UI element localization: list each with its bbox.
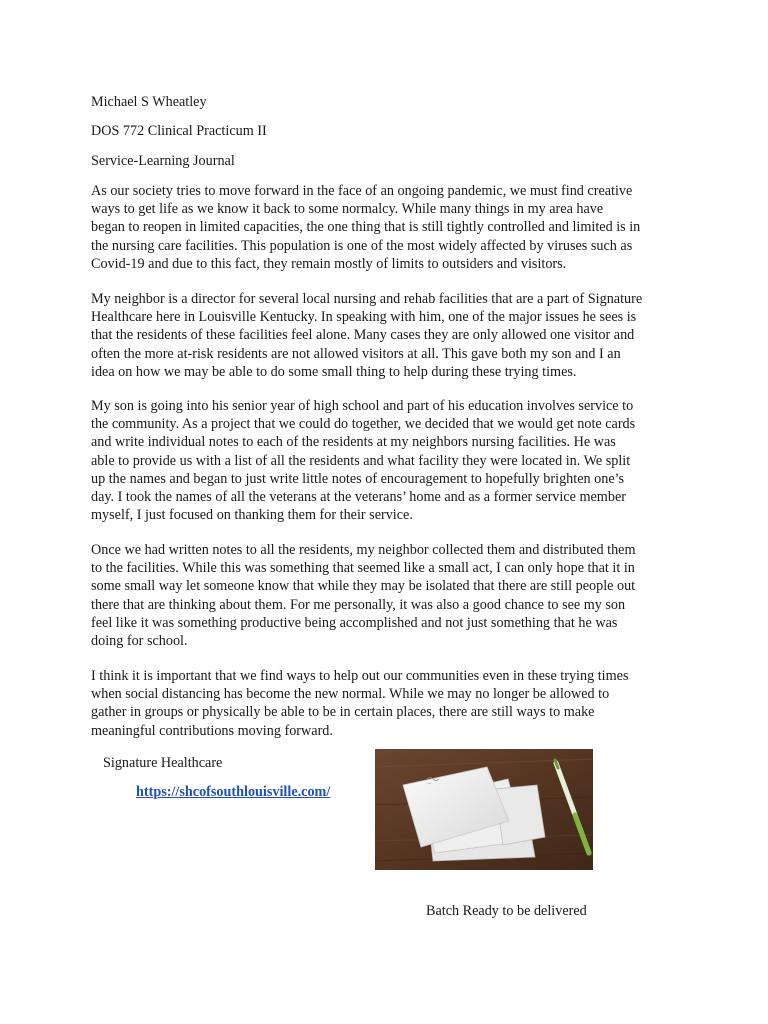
paragraph-line: to the facilities. While this was something that seemed like a small act, I can only hope that it in (91, 560, 635, 577)
paragraph-line: up the names and began to just write little notes of encouragement to hopefully brighten one’s (91, 470, 625, 487)
paragraph-line: As our society tries to move forward in the face of an ongoing pandemic, we must find creative (91, 183, 633, 199)
note-cards-photo (375, 749, 593, 870)
paragraph-line: that the residents of these facilities feel alone. Many cases they are only allowed one visitor and (91, 327, 635, 344)
figure-caption: Batch Ready to be delivered (426, 903, 587, 919)
paragraph-line: ways to get life as we know it back to some normalcy. While many things in my area have (91, 201, 604, 218)
paragraph-line: Covid-19 and due to this fact, they remain mostly of limits to outsiders and visitors. (91, 255, 567, 272)
paragraph-line: My neighbor is a director for several local nursing and rehab facilities that are a part of Signature (91, 291, 643, 307)
paragraph-3 (91, 397, 683, 524)
paragraph-line: the community. As a project that we could do together, we decided that we would get note cards (91, 416, 636, 433)
paragraph-line: feel like it was something productive being accomplished and not just something that he was (91, 614, 618, 631)
paragraph-5 (91, 667, 683, 740)
paragraph-2 (91, 290, 683, 381)
paragraph-line: day. I took the names of all the veterans at the veterans’ home and as a former service member (91, 489, 626, 506)
paragraph-line: Once we had written notes to all the residents, my neighbor collected them and distributed them (91, 542, 636, 558)
paragraph-line: My son is going into his senior year of high school and part of his education involves service to (91, 398, 634, 414)
paragraph-line: able to provide us with a list of all the residents and what facility they were located in. We split (91, 452, 631, 469)
author-name: Michael S Wheatley (91, 94, 207, 110)
paragraph-4 (91, 541, 683, 650)
course-title: DOS 772 Clinical Practicum II (91, 123, 267, 139)
paragraph-line: doing for school. (91, 633, 188, 650)
paragraph-line: myself, I just focused on thanking them for their service. (91, 507, 413, 524)
paragraph-line: often the more at-risk residents are not allowed visitors at all. This gave both my son and I an (91, 345, 621, 362)
paragraph-line: the nursing care facilities. This population is one of the most widely affected by viruses such as (91, 237, 633, 254)
reference-label: Signature Healthcare (103, 755, 223, 771)
paragraph-line: when social distancing has become the new normal. While we may no longer be allowed to (91, 686, 610, 703)
paragraph-line: and write individual notes to each of the residents at my neighbors nursing facilities. He was (91, 434, 616, 451)
paragraph-line: idea on how we may be able to do some small thing to help during these trying times. (91, 363, 577, 380)
paragraph-line: there that are thinking about them. For me personally, it was also a good chance to see my son (91, 596, 626, 613)
paragraph-line: meaningful contributions moving forward. (91, 722, 333, 739)
paragraph-line: some small way let someone know that while they may be isolated that there are still people out (91, 578, 636, 595)
reference-link[interactable]: https://shcofsouthlouisville.com/ (136, 784, 331, 800)
paragraph-line: gather in groups or physically be able to be in certain places, there are still ways to make (91, 704, 595, 721)
paragraph-line: Healthcare here in Louisville Kentucky. In speaking with him, one of the major issues he sees is (91, 309, 637, 326)
paragraph-1 (91, 182, 683, 273)
journal-title: Service-Learning Journal (91, 153, 235, 169)
paragraph-line: I think it is important that we find ways to help out our communities even in these trying times (91, 668, 629, 684)
paragraph-line: began to reopen in limited capacities, the one thing that is still tightly controlled and limited is in (91, 219, 641, 236)
